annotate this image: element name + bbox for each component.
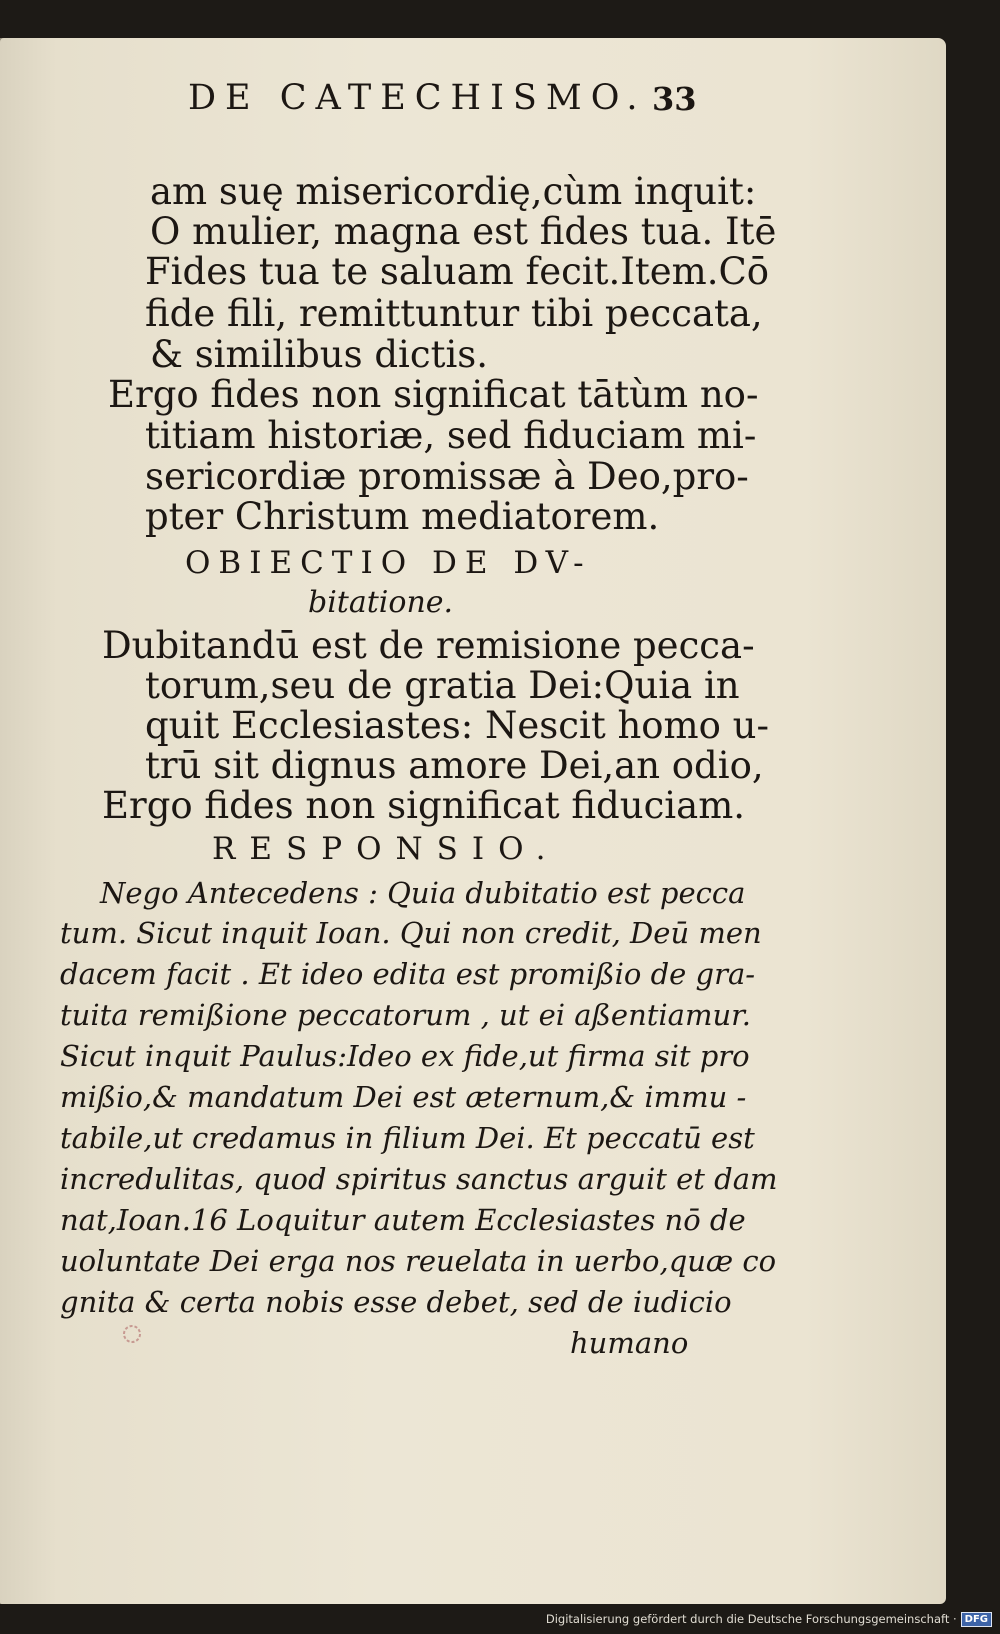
text-line: torum,seu de gratia Dei:Quia in	[145, 664, 740, 707]
digitization-footer	[546, 1610, 992, 1628]
text-line: trū sit dignus amore Dei,an odio,	[145, 744, 764, 787]
text-line: gnita & certa nobis esse debet, sed de iudicio	[60, 1285, 732, 1319]
text-line: O mulier, magna est fides tua. Itē	[150, 210, 777, 253]
catchword: humano	[570, 1326, 689, 1360]
text-line: am suę misericordię,cùm inquit:	[150, 170, 757, 213]
text-line: mißio,& mandatum Dei est æternum,& immu -	[60, 1080, 747, 1114]
text-line: tabile,ut credamus in filium Dei. Et peccatū est	[60, 1121, 755, 1155]
section-heading-continuation: bitatione.	[308, 585, 454, 620]
text-line: Ergo fides non significat fiduciam.	[102, 784, 746, 827]
text-line: pter Christum mediatorem.	[145, 495, 660, 538]
text-line: dacem facit . Et ideo edita est promißio de gra-	[60, 957, 756, 991]
text-line: Nego Antecedens : Quia dubitatio est pecca	[100, 876, 746, 910]
text-line: Fides tua te saluam fecit.Item.Cō	[145, 250, 770, 293]
text-line: nat,Ioan.16 Loquitur autem Ecclesiastes nō de	[60, 1203, 746, 1237]
page-number: 33	[652, 80, 697, 118]
text-line: & similibus dictis.	[150, 333, 489, 376]
dfg-logo-icon: DFG	[961, 1612, 992, 1627]
text-line: sericordiæ promissæ à Deo,pro-	[145, 455, 749, 498]
text-line: Ergo fides non significat tātùm no-	[108, 373, 759, 416]
text-line: Dubitandū est de remisione pecca-	[102, 624, 755, 667]
text-line: quit Ecclesiastes: Nescit homo u-	[145, 704, 770, 747]
text-line: incredulitas, quod spiritus sanctus arguit et dam	[60, 1162, 778, 1196]
text-line: Sicut inquit Paulus:Ideo ex fide,ut firma sit pro	[60, 1039, 750, 1073]
text-line: titiam historiæ, sed fiduciam mi-	[145, 414, 757, 457]
section-heading: OBIECTIO DE DV-	[185, 545, 592, 581]
text-line: tum. Sicut inquit Ioan. Qui non credit, Deū men	[60, 916, 762, 950]
text-line: fide fili, remittuntur tibi peccata,	[145, 292, 763, 335]
running-title: DE CATECHISMO.	[188, 78, 647, 118]
footer-credit: Digitalisierung gefördert durch die Deutsche Forschungsgemeinschaft ·	[545, 1612, 957, 1626]
ink-blot-icon	[121, 1321, 143, 1347]
section-heading: RESPONSIO.	[212, 831, 560, 867]
text-line: tuita remißione peccatorum , ut ei aßentiamur.	[60, 998, 752, 1032]
text-line: uoluntate Dei erga nos reuelata in uerbo,quæ co	[60, 1244, 777, 1278]
